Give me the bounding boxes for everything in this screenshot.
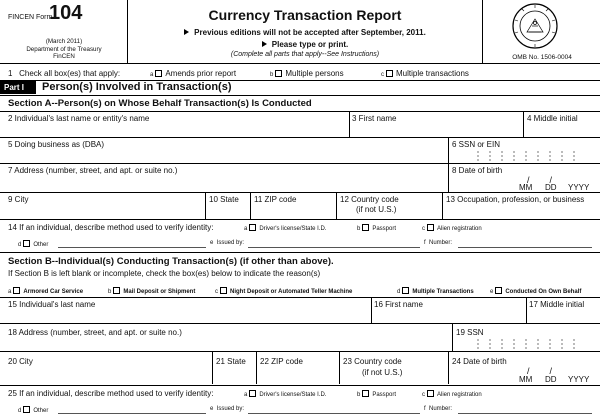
other-id-line[interactable] — [58, 247, 206, 248]
field-3-label: 3 First name — [352, 114, 397, 123]
dob-mm-b: MM — [519, 375, 533, 384]
field-9-label: 9 City — [8, 195, 29, 204]
dob-slashes-b: / / — [512, 366, 553, 376]
form-department: Department of the Treasury — [26, 46, 102, 53]
col-divider — [523, 111, 524, 137]
notice-type-or-print: Please type or print. — [130, 40, 480, 49]
reason-mail-deposit[interactable]: b Mail Deposit or Shipment — [108, 289, 196, 295]
col-divider — [212, 351, 213, 384]
dob-dd: DD — [545, 183, 557, 192]
number-label-b: f Number: — [424, 406, 453, 412]
col-divider — [452, 323, 453, 351]
field-12-label: 12 Country code — [340, 195, 399, 204]
col-divider — [371, 297, 372, 323]
field-20-label: 20 City — [8, 357, 33, 366]
number-label: f Number: — [424, 240, 453, 246]
divider — [0, 192, 600, 193]
reason-armored-car[interactable]: a Armored Car Service — [8, 289, 84, 295]
field-4-label: 4 Middle initial — [527, 114, 578, 123]
col-divider — [448, 351, 449, 384]
divider — [0, 95, 600, 96]
form-id-box — [0, 0, 128, 64]
part1-title: Person(s) Involved in Transaction(s) — [42, 81, 232, 93]
id-c-alien-registration[interactable]: c Alien registration — [422, 226, 482, 232]
checkbox-multiple-transactions[interactable]: c Multiple transactions — [381, 69, 469, 78]
col-divider — [250, 192, 251, 219]
form-revision: (March 2011) — [45, 38, 83, 45]
dob-yyyy: YYYY — [568, 183, 590, 192]
divider — [0, 219, 600, 220]
divider — [0, 385, 600, 386]
col-divider — [339, 351, 340, 384]
field-14-label: 14 If an individual, describe method used to verify identity: — [8, 223, 214, 232]
id-c-alien-registration-b[interactable]: c Alien registration — [422, 392, 482, 398]
ssn-tick-marks — [470, 338, 596, 350]
ssn-ein-tick-marks — [470, 149, 596, 162]
reason-multiple-transactions[interactable]: d Multiple Transactions — [397, 289, 474, 295]
dob-dd-b: DD — [545, 375, 557, 384]
field-7-label: 7 Address (number, street, and apt. or suite no.) — [8, 166, 178, 175]
field-22-label: 22 ZIP code — [260, 357, 303, 366]
divider — [0, 137, 600, 138]
issued-by-line[interactable] — [248, 247, 420, 248]
field-12-sublabel: (if not U.S.) — [356, 205, 397, 214]
seal-box — [482, 0, 600, 64]
field-24-label: 24 Date of birth — [452, 357, 507, 366]
field-23-sublabel: (if not U.S.) — [362, 368, 403, 377]
section-a-title: Section A--Person(s) on Whose Behalf Transaction(s) Is Conducted — [8, 98, 312, 109]
col-divider — [336, 192, 337, 219]
line1-prompt: 1 Check all box(es) that apply: — [8, 69, 121, 78]
dob-yyyy-b: YYYY — [568, 375, 590, 384]
notice-previous-editions: Previous editions will not be accepted after September, 2011. — [130, 28, 480, 37]
number-line-b[interactable] — [458, 413, 592, 414]
reason-own-behalf[interactable]: e Conducted On Own Behalf — [490, 289, 582, 295]
divider — [0, 351, 600, 352]
field-2-label: 2 Individual's last name or entity's name — [8, 114, 150, 123]
instructions-note: (Complete all parts that apply--See Instructions) — [230, 51, 380, 58]
part1-label: Part I — [0, 81, 36, 94]
col-divider — [448, 137, 449, 163]
issued-by-label-b: e Issued by: — [210, 406, 245, 412]
field-5-label: 5 Doing business as (DBA) — [8, 140, 105, 149]
id-d-other[interactable]: d Other — [18, 242, 49, 248]
dob-slashes: / / — [512, 175, 553, 185]
field-6-label: 6 SSN or EIN — [452, 140, 501, 149]
form-number: 104 — [49, 2, 83, 24]
divider — [0, 323, 600, 324]
id-a-drivers-license[interactable]: a Driver's license/State I.D. — [244, 226, 327, 232]
reason-night-deposit[interactable]: c Night Deposit or Automated Teller Machine — [215, 289, 353, 295]
col-divider — [442, 192, 443, 219]
field-19-label: 19 SSN — [456, 328, 484, 337]
id-a-drivers-license-b[interactable]: a Driver's license/State I.D. — [244, 392, 327, 398]
section-b-subtitle: If Section B is left blank or incomplete, check the box(es) below to indicate the reason(s) — [8, 269, 321, 278]
arrow-right-icon — [184, 29, 189, 35]
col-divider — [526, 297, 527, 323]
arrow-right-icon — [262, 41, 267, 47]
field-8-label: 8 Date of birth — [452, 166, 503, 175]
divider — [0, 111, 600, 112]
field-13-label: 13 Occupation, profession, or business — [446, 195, 585, 204]
field-25-label: 25 If an individual, describe method used to verify identity: — [8, 389, 214, 398]
divider — [0, 297, 600, 298]
dob-mm: MM — [519, 183, 533, 192]
issued-by-line-b[interactable] — [248, 413, 420, 414]
field-11-label: 11 ZIP code — [254, 195, 297, 204]
issued-by-label: e Issued by: — [210, 240, 245, 246]
form-title: Currency Transaction Report — [208, 7, 402, 23]
field-21-label: 21 State — [216, 357, 246, 366]
id-b-passport[interactable]: b Passport — [357, 226, 397, 232]
checkbox-amends-prior-report[interactable]: a Amends prior report — [150, 69, 237, 78]
col-divider — [256, 351, 257, 384]
omb-number: OMB No. 1506-0004 — [512, 54, 572, 61]
fincen-seal-icon — [509, 2, 561, 50]
checkbox-multiple-persons[interactable]: b Multiple persons — [270, 69, 344, 78]
other-id-line-b[interactable] — [58, 413, 206, 414]
col-divider — [349, 111, 350, 137]
field-15-label: 15 Individual's last name — [8, 300, 96, 309]
part1-header — [0, 81, 600, 94]
number-line[interactable] — [458, 247, 592, 248]
form-agency: FinCEN — [53, 53, 75, 60]
divider — [0, 163, 600, 164]
col-divider — [205, 192, 206, 219]
field-17-label: 17 Middle initial — [529, 300, 585, 309]
section-b-title: Section B--Individual(s) Conducting Transaction(s) (if other than above). — [8, 256, 334, 267]
form-label: FINCEN Form — [8, 14, 53, 21]
field-10-label: 10 State — [209, 195, 239, 204]
id-b-passport-b[interactable]: b Passport — [357, 392, 397, 398]
id-d-other-b[interactable]: d Other — [18, 408, 49, 414]
field-23-label: 23 Country code — [343, 357, 402, 366]
field-18-label: 18 Address (number, street, and apt. or suite no.) — [8, 328, 182, 337]
divider — [0, 252, 600, 253]
field-16-label: 16 First name — [374, 300, 423, 309]
form-header — [0, 0, 600, 64]
col-divider — [448, 163, 449, 192]
